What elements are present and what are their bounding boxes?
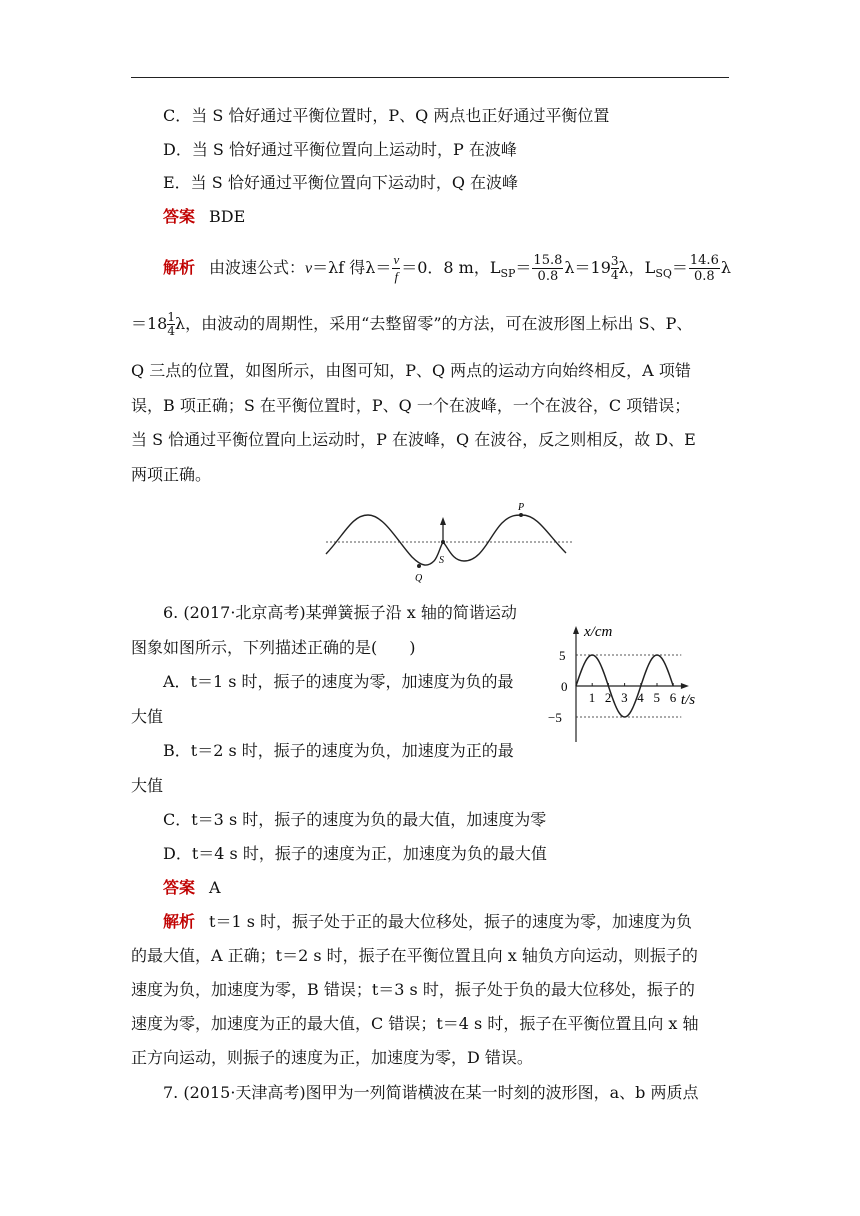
frac-den: 0.8 — [537, 269, 559, 284]
analysis-text: t＝1 s 时，振子处于正的最大位移处，振子的速度为零，加速度为负 — [209, 912, 693, 931]
q6-option-b-2: 大值 — [131, 776, 164, 795]
frac-num: 14.6 — [689, 253, 719, 268]
wave-figure — [322, 495, 578, 587]
x-tick-label: 5 — [653, 690, 660, 705]
frac-den: 4 — [610, 268, 619, 282]
y-axis-arrow-icon — [573, 626, 579, 634]
point-s — [441, 540, 445, 544]
answer-label: 答案 — [163, 207, 196, 226]
q6-analysis-line-3: 速度为负，加速度为零，B 错误；t＝3 s 时，振子处于负的最大位移处，振子的 — [131, 980, 695, 999]
analysis-text: λ＝19 — [564, 258, 611, 277]
subscript-sq: SQ — [655, 267, 672, 281]
y-tick-label: −5 — [548, 710, 562, 725]
analysis-text: λ — [720, 258, 731, 277]
analysis-text: ＝ — [671, 258, 688, 277]
mixed-fraction-3-4 — [611, 255, 619, 282]
answer-value: BDE — [209, 207, 246, 226]
x-tick-label: 2 — [604, 690, 612, 705]
x-tick-label: 3 — [621, 690, 628, 705]
fraction-15-8 — [532, 253, 563, 284]
x-tick-label: 4 — [637, 690, 644, 705]
frac-num: v — [393, 252, 400, 267]
x-tick-label: 1 — [588, 690, 596, 705]
q6-stem-1: 6. (2017·北京高考)某弹簧振子沿 x 轴的简谐运动 — [163, 603, 517, 622]
q5-answer — [131, 206, 763, 228]
header-rule — [131, 77, 729, 78]
analysis-text: ＝ — [515, 258, 532, 277]
fraction-v-over-f — [392, 252, 400, 285]
frac-num: 15.8 — [533, 253, 563, 268]
x-axis-label: t/s — [680, 692, 696, 708]
analysis-text: 由波速公式： — [209, 258, 306, 277]
y-axis-label: x/cm — [584, 624, 613, 640]
frac-num: 1 — [167, 310, 176, 324]
q7-stem-1: 7. (2015·天津高考)图甲为一列简谐横波在某一时刻的波形图，a、b 两质点 — [163, 1083, 699, 1102]
analysis-text: ＝0．8 m，L — [401, 258, 501, 277]
frac-den: f — [394, 269, 399, 284]
label-s: S — [439, 555, 444, 566]
q6-analysis-line-5: 正方向运动，则振子的速度为正，加速度为零，D 错误。 — [131, 1048, 533, 1067]
q6-option-d: D．t＝4 s 时，振子的速度为正，加速度为负的最大值 — [163, 844, 547, 863]
q6-stem-2: 图象如图所示，下列描述正确的是( ) — [131, 638, 416, 657]
q6-option-b-1: B．t＝2 s 时，振子的速度为负，加速度为正的最 — [163, 741, 514, 760]
label-p: P — [518, 502, 525, 513]
analysis-text: ＝18 — [131, 314, 168, 333]
q6-analysis-line-1 — [131, 911, 763, 933]
analysis-label: 解析 — [163, 912, 196, 931]
q5-option-e: E．当 S 恰好通过平衡位置向下运动时，Q 在波峰 — [163, 173, 519, 192]
var-v: v — [305, 260, 313, 277]
q6-option-c: C．t＝3 s 时，振子的速度为负的最大值，加速度为零 — [163, 810, 547, 829]
q5-analysis-line-4: 误，B 项正确；S 在平衡位置时，P、Q 一个在波峰，一个在波谷，C 项错误； — [131, 396, 691, 415]
frac-den: 0.8 — [694, 269, 715, 284]
oscillation-chart — [540, 620, 735, 748]
mixed-fraction-1-4 — [167, 311, 175, 338]
y-tick-label: 5 — [559, 648, 566, 663]
x-tick-label: 6 — [669, 690, 677, 705]
analysis-text: λ，L — [618, 258, 656, 277]
subscript-sp: SP — [500, 267, 516, 281]
q5-option-d: D．当 S 恰好通过平衡位置向上运动时，P 在波峰 — [163, 140, 517, 159]
point-p — [519, 513, 523, 517]
y-tick-label: 0 — [561, 679, 568, 694]
analysis-text: λ，由波动的周期性，采用“去整留零”的方法，可在波形图上标出 S、P、 — [175, 314, 693, 333]
q5-analysis-line-6: 两项正确。 — [131, 465, 212, 484]
wave-curve — [326, 515, 566, 565]
frac-den: 4 — [167, 324, 176, 338]
q5-analysis-line-3: Q 三点的位置，如图所示，由图可知，P、Q 两点的运动方向始终相反，A 项错 — [131, 361, 691, 380]
q6-option-a-1: A．t＝1 s 时，振子的速度为零，加速度为负的最 — [163, 672, 514, 691]
frac-num: 3 — [610, 254, 619, 268]
q6-analysis-line-4: 速度为零，加速度为正的最大值，C 错误；t＝4 s 时，振子在平衡位置且向 x 轴 — [131, 1014, 699, 1033]
label-q: Q — [415, 573, 423, 584]
fraction-14-6 — [689, 253, 720, 284]
answer-label: 答案 — [163, 878, 196, 897]
q5-option-c: C．当 S 恰好通过平衡位置时，P、Q 两点也正好通过平衡位置 — [163, 106, 610, 125]
answer-value: A — [209, 878, 221, 897]
q5-analysis-line-5: 当 S 恰通过平衡位置向上运动时，P 在波峰，Q 在波谷，反之则相反，故 D、E — [131, 430, 696, 449]
analysis-text: ＝λf 得λ＝ — [312, 258, 392, 277]
analysis-label: 解析 — [163, 258, 196, 277]
q5-analysis-line-2 — [131, 311, 731, 338]
q6-answer — [131, 877, 763, 899]
q5-analysis-line-1 — [131, 252, 763, 285]
q6-option-a-2: 大值 — [131, 707, 164, 726]
point-q — [417, 564, 421, 568]
arrow-up-icon — [440, 517, 446, 525]
q6-analysis-line-2: 的最大值，A 正确；t＝2 s 时，振子在平衡位置且向 x 轴负方向运动，则振子的 — [131, 946, 698, 965]
x-axis-arrow-icon — [681, 683, 689, 689]
